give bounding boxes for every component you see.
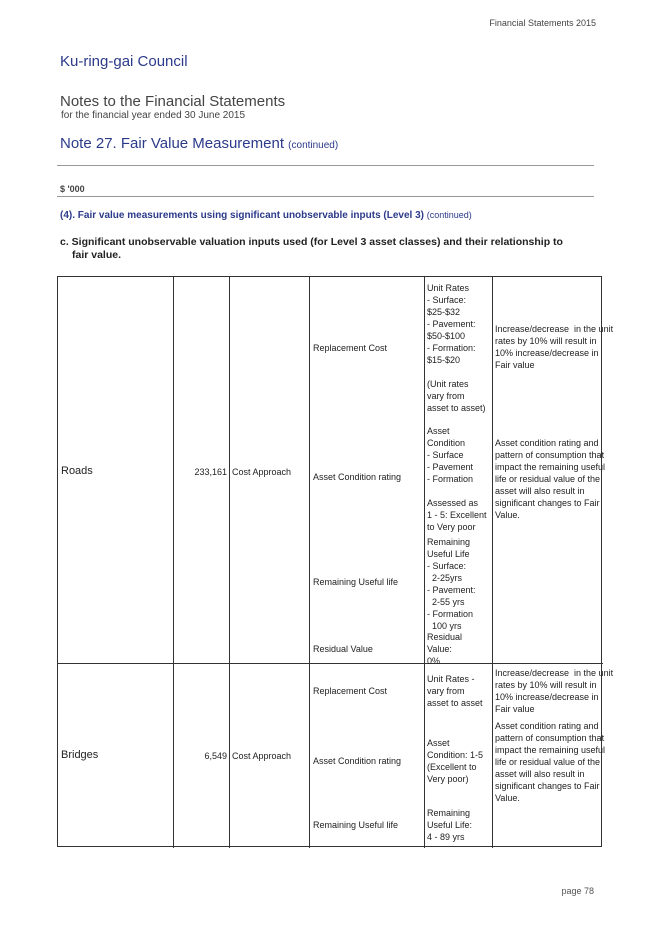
relationship-to-fair-value-line: rates by 10% will result in	[495, 680, 597, 690]
unobservable-input	[427, 737, 493, 785]
unobservable-input-line: Useful Life:	[427, 820, 473, 830]
valuation-technique: Asset Condition rating	[313, 756, 402, 766]
unobservable-input-line: - Pavement	[427, 462, 474, 472]
unobservable-input	[427, 631, 493, 667]
unobservable-input-line: 0%	[427, 656, 441, 666]
unobservable-input-line: vary from	[427, 686, 465, 696]
unobservable-input-line: Unit Rates	[427, 283, 470, 293]
asset-class-label: Roads	[61, 465, 93, 477]
relationship-to-fair-value-line: asset will also result in	[495, 769, 585, 779]
relationship-to-fair-value	[495, 437, 606, 521]
organization-name: Ku-ring-gai Council	[60, 53, 188, 70]
unobservable-input-line: Useful Life	[427, 549, 470, 559]
section-c-line1: c. Significant unobservable valuation inputs used (for Level 3 asset classes) and their relationship to	[60, 236, 563, 248]
unobservable-input-line: Value:	[427, 644, 452, 654]
unobservable-input-line: Remaining	[427, 537, 471, 547]
relationship-to-fair-value	[495, 667, 614, 715]
relationship-to-fair-value-line: Asset condition rating and	[495, 438, 599, 448]
relationship-to-fair-value-line: asset will also result in	[495, 486, 585, 496]
unobservable-input-line: - Pavement:	[427, 585, 476, 595]
valuation-approach: Cost Approach	[232, 751, 292, 761]
valuation-approach: Cost Approach	[232, 467, 292, 477]
unobservable-input-line: (Excellent to	[427, 762, 477, 772]
unobservable-input-line: Remaining	[427, 808, 471, 818]
unobservable-input-line: 4 - 89 yrs	[427, 832, 465, 842]
unobservable-input-line	[427, 366, 493, 378]
notes-title: Notes to the Financial Statements	[60, 93, 286, 110]
unobservable-input-line: - Formation	[427, 474, 474, 484]
valuation-technique: Replacement Cost	[313, 686, 388, 696]
table-column-rule	[173, 277, 174, 848]
valuation-technique: Residual Value	[313, 644, 373, 654]
unobservable-input-line: $15-$20	[427, 355, 461, 365]
valuation-technique: Asset Condition rating	[313, 472, 402, 482]
note-title: Note 27. Fair Value Measurement	[60, 135, 284, 152]
unobservable-input	[427, 425, 493, 533]
unobservable-input-line: Asset	[427, 738, 450, 748]
unobservable-input-line	[427, 485, 493, 497]
notes-subtitle: for the financial year ended 30 June 2015	[61, 110, 246, 121]
valuation-technique: Remaining Useful life	[313, 820, 399, 830]
table-row-rule	[58, 663, 603, 664]
table-column-rule	[424, 277, 425, 848]
divider	[57, 196, 594, 197]
note-continued: (continued)	[288, 140, 339, 151]
unobservable-input	[427, 807, 493, 843]
section-4-title: (4). Fair value measurements using significant unobservable inputs (Level 3)	[60, 210, 424, 221]
relationship-to-fair-value	[495, 720, 606, 804]
relationship-to-fair-value-line: impact the remaining useful	[495, 745, 606, 755]
unobservable-input-line: vary from	[427, 391, 465, 401]
unobservable-input-line: - Pavement:	[427, 319, 476, 329]
valuation-technique: Remaining Useful life	[313, 577, 399, 587]
unobservable-input-line: - Surface:	[427, 561, 467, 571]
unobservable-input-line: - Surface	[427, 450, 464, 460]
unobservable-input	[427, 536, 493, 632]
relationship-to-fair-value-line: life or residual value of the	[495, 757, 601, 767]
relationship-to-fair-value-line: Asset condition rating and	[495, 721, 599, 731]
unobservable-input-line: Condition	[427, 438, 466, 448]
valuation-technique: Replacement Cost	[313, 343, 388, 353]
unobservable-input-line: asset to asset	[427, 698, 483, 708]
section-4-continued: (continued)	[426, 210, 472, 220]
unobservable-input-line: asset to asset)	[427, 403, 486, 413]
unobservable-input-line: $25-$32	[427, 307, 461, 317]
unobservable-input-line: 100 yrs	[427, 621, 462, 631]
fair-value-amount: 233,161	[194, 467, 227, 477]
unobservable-input-line: Asset	[427, 426, 450, 436]
relationship-to-fair-value-line: pattern of consumption that	[495, 733, 605, 743]
unobservable-input-line: Condition: 1-5	[427, 750, 484, 760]
unobservable-input-line: Residual	[427, 632, 463, 642]
relationship-to-fair-value-line: significant changes to Fair	[495, 498, 600, 508]
note-heading	[60, 135, 338, 152]
fair-value-amount: 6,549	[204, 751, 227, 761]
table-column-rule	[229, 277, 230, 848]
unobservable-input-line: Assessed as	[427, 498, 479, 508]
relationship-to-fair-value-line: Increase/decrease in the unit	[495, 324, 614, 334]
relationship-to-fair-value-line: Fair value	[495, 360, 535, 370]
relationship-to-fair-value-line: Value.	[495, 510, 520, 520]
unobservable-input	[427, 282, 493, 414]
units-label: $ '000	[60, 184, 85, 194]
unobservable-input	[427, 673, 493, 709]
relationship-to-fair-value-line: pattern of consumption that	[495, 450, 605, 460]
unobservable-input-line: (Unit rates	[427, 379, 469, 389]
relationship-to-fair-value-line: significant changes to Fair	[495, 781, 600, 791]
table-column-rule	[309, 277, 310, 848]
relationship-to-fair-value	[495, 323, 614, 371]
relationship-to-fair-value-line: Value.	[495, 793, 520, 803]
unobservable-input-line: Very poor)	[427, 774, 469, 784]
unobservable-input-line: - Surface:	[427, 295, 467, 305]
relationship-to-fair-value-line: rates by 10% will result in	[495, 336, 597, 346]
section-c-heading	[60, 236, 600, 262]
relationship-to-fair-value-line: 10% increase/decrease in	[495, 692, 599, 702]
valuation-inputs-table	[57, 276, 614, 847]
page-number: page 78	[561, 886, 594, 896]
divider	[57, 165, 594, 166]
document-header: Financial Statements 2015	[489, 18, 596, 28]
section-4-heading	[60, 210, 472, 221]
unobservable-input-line: - Formation:	[427, 343, 476, 353]
unobservable-input-line: 2-55 yrs	[427, 597, 465, 607]
relationship-to-fair-value-line: 10% increase/decrease in	[495, 348, 599, 358]
unobservable-input-line: - Formation	[427, 609, 474, 619]
unobservable-input-line: Unit Rates -	[427, 674, 475, 684]
relationship-to-fair-value-line: Increase/decrease in the unit	[495, 668, 614, 678]
unobservable-input-line: 2-25yrs	[427, 573, 463, 583]
relationship-to-fair-value-line: life or residual value of the	[495, 474, 601, 484]
unobservable-input-line: 1 - 5: Excellent	[427, 510, 487, 520]
unobservable-input-line: to Very poor	[427, 522, 476, 532]
section-c-line2: fair value.	[72, 249, 122, 261]
relationship-to-fair-value-line: impact the remaining useful	[495, 462, 606, 472]
relationship-to-fair-value-line: Fair value	[495, 704, 535, 714]
unobservable-input-line: $50-$100	[427, 331, 466, 341]
asset-class-label: Bridges	[61, 749, 99, 761]
